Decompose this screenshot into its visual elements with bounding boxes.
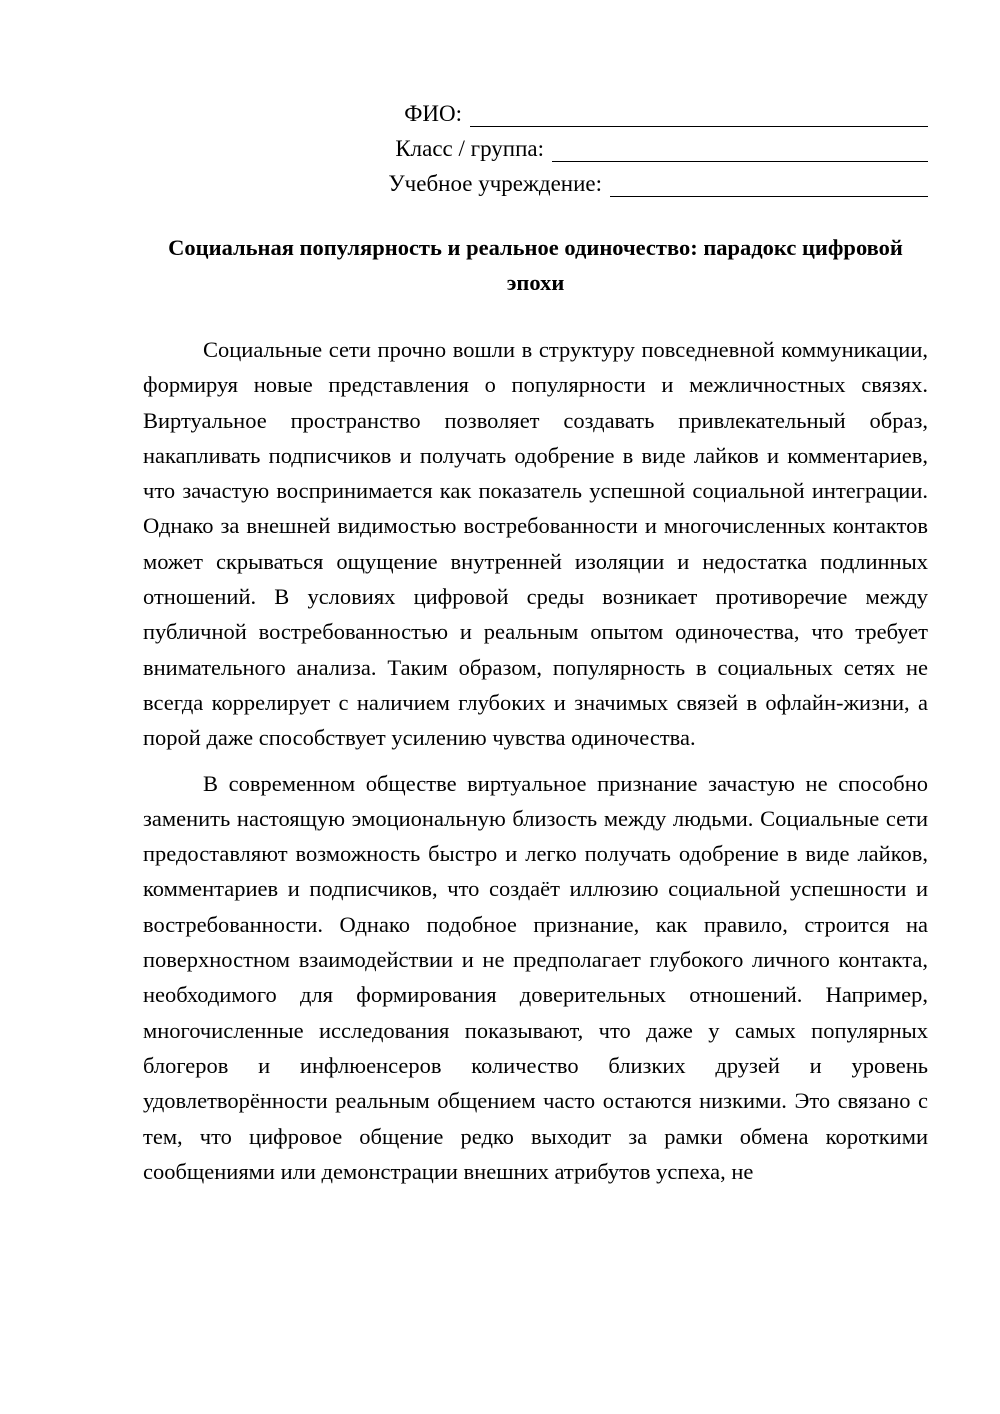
class-label: Класс / группа: (395, 136, 544, 161)
paragraph-2: В современном обществе виртуальное признание зачастую не способно заменить настоящую эмоциональную близость между людьми. Социальные сети предоставляют возможность быстро и легко получать одобрение в виде лайков, комментариев и подписчиков, что создаёт иллюзию социальной успешности и востребованности. Однако подобное признание, как правило, строится на поверхностном взаимодействии и не предполагает глубокого личного контакта, необходимого для формирования доверительных отношений. Например, многочисленные исследования показывают, что даже у самых популярных блогеров и инфлюенсеров количество близких друзей и уровень удовлетворённости реальным общением часто остаются низкими. Это связано с тем, что цифровое общение редко выходит за рамки обмена короткими сообщениями или демонстрации внешних атрибутов успеха, не (143, 770, 928, 1184)
essay-body (143, 332, 928, 1189)
fio-field-row (300, 92, 928, 127)
class-field-row (300, 127, 928, 162)
school-label: Учебное учреждение: (388, 171, 602, 196)
class-blank-line[interactable] (552, 137, 928, 162)
school-field-row (300, 162, 928, 197)
fio-blank-line[interactable] (470, 102, 928, 127)
paragraph-1: Социальные сети прочно вошли в структуру повседневной коммуникации, формируя новые представления о популярности и межличностных связях. Виртуальное пространство позволяет создавать привлекательный образ, накапливать подписчиков и получать одобрение в виде лайков и комментариев, что зачастую воспринимается как показатель успешной социальной интеграции. Однако за внешней видимостью востребованности и многочисленных контактов может скрываться ощущение внутренней изоляции и недостатка подлинных отношений. В условиях цифровой среды возникает противоречие между публичной востребованностью и реальным опытом одиночества, что требует внимательного анализа. Таким образом, популярность в социальных сетях не всегда коррелирует с наличием глубоких и значимых связей в офлайн-жизни, а порой даже способствует усилению чувства одиночества. (143, 337, 928, 751)
student-info-fields (300, 92, 928, 197)
fio-label: ФИО: (404, 101, 462, 126)
essay-title: Социальная популярность и реальное одиночество: парадокс цифровой эпохи (168, 235, 903, 295)
school-blank-line[interactable] (610, 172, 928, 197)
